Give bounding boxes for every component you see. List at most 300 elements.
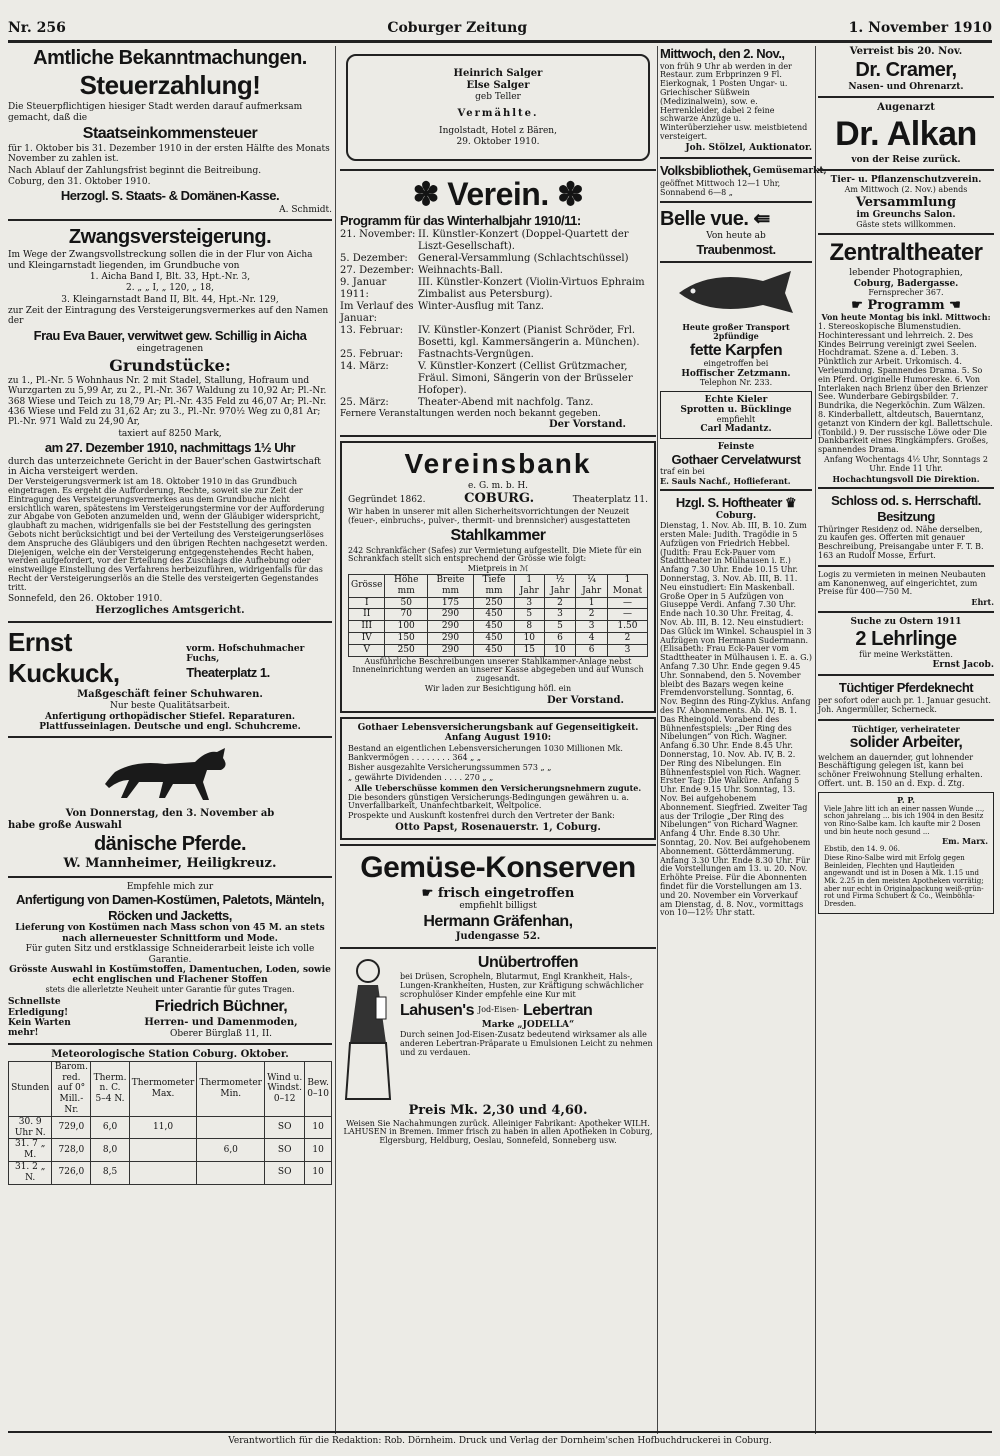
table-row	[349, 644, 648, 656]
auction-value: taxiert auf 8250 Mark,	[118, 428, 222, 439]
weather-cell: 10	[305, 1116, 332, 1139]
arbeiter-title: solider Arbeiter,	[849, 734, 963, 752]
program-date: 9. Januar 1911:	[340, 277, 387, 301]
weather-cell: 6,0	[91, 1116, 129, 1139]
bank-table-header: 1 Jahr	[514, 575, 544, 598]
bank-cell: 4	[576, 633, 608, 645]
vereinsbank-ad	[340, 441, 656, 712]
program-date: 25. März:	[340, 397, 389, 409]
bank-cell: 290	[427, 633, 473, 645]
alkan-name: Dr. Alkan	[835, 115, 977, 154]
weather-cell: 31. 7 „ M.	[9, 1139, 52, 1162]
kuckuck-ad	[8, 627, 332, 732]
auction-notice	[8, 225, 332, 617]
auction-court: Herzogliches Amtsgericht.	[95, 604, 245, 616]
kuckuck-address: Theaterplatz 1.	[186, 664, 270, 680]
bank-cell: 290	[427, 621, 473, 633]
zentral-sign: Hochachtungsvoll Die Direktion.	[832, 473, 980, 484]
weather-header: Bew. 0–10	[305, 1061, 332, 1116]
tierschutz-line: Versammlung	[855, 194, 957, 210]
bank-cell: 290	[427, 609, 473, 621]
bank-table-header: 1 Monat	[607, 575, 647, 598]
weather-header: Therm. n. C. 5–4 N.	[91, 1061, 129, 1116]
alkan-ad	[818, 102, 994, 165]
zentral-line: Fernsprecher 367.	[868, 287, 944, 297]
tax-body: für 1. Oktober bis 31. Dezember 1910 in der ersten Hälfte des Monats November zu zahlen ist.	[8, 144, 330, 165]
carp-title: fette Karpfen	[689, 341, 783, 359]
buechner-left: Kein Warten mehr!	[8, 1018, 71, 1039]
auction-place-date: Sonnefeld, den 26. Oktober 1910.	[8, 593, 163, 604]
program-date: 14. März:	[340, 361, 389, 373]
library-hours: geöffnet Mittwoch 12—1 Uhr, Sonnabend 6—8 „	[660, 178, 781, 197]
list-item	[340, 361, 656, 397]
gotha-line: Die besonders günstigen Versicherungs-Bedingungen gewähren u. a. Unverfallbarkeit, Unanfechtbarkeit, Weltpolice.	[348, 792, 629, 811]
program-event: General-Versammlung (Schlachtschüssel)	[418, 253, 629, 265]
bank-table-header: Höhe mm	[385, 575, 427, 598]
lahusen-marke: Marke „JODELLA“	[481, 1019, 575, 1030]
weather-cell: 729,0	[52, 1116, 91, 1139]
bank-cell: 290	[427, 644, 473, 656]
bellevue-ad	[660, 207, 812, 257]
bank-table-header: Tiefe mm	[474, 575, 515, 598]
column-3	[660, 46, 827, 1434]
buechner-line: Anfertigung von Damen-Kostümen, Paletots, Mänteln, Röcken und Jacketts,	[16, 892, 324, 923]
lahusen-brand: Lahusen's	[400, 1001, 474, 1019]
program-date: 5. Dezember:	[340, 253, 408, 265]
gemuese-name: Hermann Gräfenhan,	[423, 912, 573, 930]
divider	[340, 169, 656, 171]
auction-parcels-heading: Grundstücke:	[109, 355, 231, 375]
bank-cell: 6	[544, 633, 576, 645]
column-rule	[335, 46, 336, 1434]
divider	[660, 157, 812, 159]
bank-cell: 450	[474, 621, 515, 633]
lehrlinge-line: Suche zu Ostern 1911	[850, 616, 962, 627]
logis-body: Logis zu vermieten in meinen Neubauten am Kanonenweg, auf eingerichtet, zum Preise für 400—750 M.	[818, 569, 986, 597]
gotha-title: Gothaer Lebensversicherungsbank auf Gegenseitigkeit.	[357, 722, 639, 733]
horses-title: dänische Pferde.	[93, 833, 247, 856]
auction2-body: von früh 9 Uhr ab werden in der Restaur. zum Erbprinzen 9 Fl. Eierkognak, 1 Posten Ungar- u. Griechischer Süßwein (Medizinalwein), sow. e. Herrenkleider, dabei 2 feine schwarze Anzüge u. Winterüberzieher usw. meistbietend versteigert.	[660, 61, 808, 141]
divider	[660, 261, 812, 263]
bank-address: Theaterplatz 11.	[572, 495, 648, 506]
weather-report	[8, 1049, 332, 1185]
gotha-line: Bankvermögen . . . . . . . . 364 „ „	[348, 753, 482, 763]
divider	[818, 233, 994, 235]
wedding-married: Vermählte.	[457, 108, 539, 120]
weather-cell	[129, 1162, 197, 1185]
library-title: Volksbibliothek,	[660, 163, 751, 179]
bank-cell: 250	[385, 644, 427, 656]
tierschutz-line: im Greunchs Salon.	[856, 210, 956, 221]
lehrlinge-ad	[818, 617, 994, 670]
divider	[818, 611, 994, 613]
arrow-icon: ⇚	[753, 208, 770, 231]
tax-office: Herzogl. S. Staats- & Domänen-Kasse.	[60, 188, 280, 204]
verein-sign: Der Vorstand.	[548, 419, 626, 431]
weather-table	[8, 1061, 332, 1185]
alkan-line: Augenarzt	[877, 102, 935, 114]
page-footer: Verantwortlich für die Redaktion: Rob. Dörnheim. Druck und Verlag der Dornheim'schen Hofbuchdruckerei in Coburg.	[8, 1431, 992, 1454]
table-row	[9, 1162, 332, 1185]
divider	[8, 621, 332, 623]
gotha-line: Bisher ausgezahlte Versicherungssummen 573 „ „	[348, 763, 552, 773]
zentral-line: Von heute Montag bis inkl. Mittwoch:	[821, 312, 991, 323]
auction-registration: zur Zeit der Eintragung des Versteigerungsvermerkes auf den Namen der	[8, 306, 329, 327]
crown-icon: ♛	[785, 495, 797, 511]
carp-line: eingetroffen bei	[703, 359, 769, 369]
divider	[818, 674, 994, 676]
gemuese-line: frisch eingetroffen	[437, 885, 575, 901]
table-row	[349, 609, 648, 621]
bellevue-from: Von heute ab	[706, 231, 766, 242]
bank-table-header: ¼ Jahr	[576, 575, 608, 598]
lahusen-body3: Weisen Sie Nachahmungen zurück. Alleiniger Fabrikant: Apotheker WILH. LAHUSEN in Bremen. Immer frisch zu haben in allen Apotheken in Coburg, Elgersburg, Heldburg, Oeslau, Sonnefeld, Sonneberg usw.	[343, 1118, 653, 1146]
bank-table-header: ½ Jahr	[544, 575, 576, 598]
horses-ad	[8, 742, 332, 872]
official-notices	[8, 46, 332, 215]
pp-body2: Diese Rino-Salbe wird mit Erfolg gegen Beinleiden, Flechten und Hautleiden angewandt und ist in Dosen à Mk. 1.15 und Mk. 2.25 in den meisten Apotheken vorrätig; aber nur echt in Originalpackung weiß-grün-rot und Firma Schubert & Co., Weinböhla-Dresden.	[824, 853, 984, 908]
bank-vault: Stahlkammer	[450, 527, 546, 545]
program-event: V. Künstler-Konzert (Cellist Grützmacher, Fräul. Simoni, Sängerin von der Brüsseler Hofoper).	[418, 361, 633, 397]
zentral-title: Zentraltheater	[829, 239, 983, 267]
newspaper-title: Coburger Zeitung	[387, 20, 528, 36]
divider	[8, 219, 332, 221]
buechner-name: Friedrich Büchner,	[154, 998, 288, 1016]
kuckuck-line: Maßgeschäft feiner Schuhwaren.	[77, 689, 263, 701]
buechner-left: Schnellste Erledigung!	[8, 997, 69, 1018]
gotha-line: Bestand an eigentlichen Lebensversicherungen 1030 Millionen Mk.	[348, 743, 623, 753]
lahusen-body: bei Drüsen, Scropheln, Blutarmut, Engl Krankheit, Hals-, Lungen-Krankheiten, Husten, zur Kräftigung schwächlicher scrophulöser Kinder empfehle eine Kur mit	[400, 972, 644, 999]
pp-name: Em. Marx.	[942, 836, 988, 847]
auction-entry: 1. Aicha Band I, Blt. 33, Hpt.-Nr. 3,	[89, 272, 251, 283]
weather-header: Barom. red. auf 0° Mill.-Nr.	[52, 1061, 91, 1116]
lehrlinge-title: 2 Lehrlinge	[855, 628, 957, 651]
bellevue-item: Traubenmost.	[696, 241, 776, 257]
bank-visit: Wir laden zur Besichtigung höfl. ein	[424, 684, 572, 694]
horses-line: Von Donnerstag, den 3. November ab	[65, 808, 275, 820]
lahusen-ad	[340, 953, 656, 1103]
cervelat-line: traf ein bei	[660, 466, 705, 476]
bank-cell: 70	[385, 609, 427, 621]
buechner-intro: Empfehle mich zur	[126, 881, 214, 892]
bank-cell: 15	[514, 644, 544, 656]
divider	[8, 736, 332, 738]
verein-program-heading: Programm für das Winterhalbjahr 1910/11:	[340, 213, 581, 229]
program-event: IV. Künstler-Konzert (Pianist Schröder, Frl. Bosetti, kgl. Kammersängerin a. München).	[418, 325, 640, 349]
bank-cell: 450	[474, 609, 515, 621]
zentral-items: 1. Stereoskopische Blumenstudien. Hochinteressant und lehrreich. 2. Des Kindes Beirrung vereinigt zwei Seelen. Hochdramat. Szene a. d. Leben. 3. Pünktlich zur Arbeit. Urkomisch. 4. Verleumdung. Spannendes Drama. 5. So ein Pferd. Originelle Humoreske. 6. Von Interlaken nach Brienz über den Brienzer See. Wunderbare Gebirgsbilder. 7. Bundrika, die Negerköchin. Zum Wälzen. 8. Kinderballett, altdeutsch, Bauerntanz, getanzt von Kindern der kgl. Ballettschule. (Tonbild.) 9. Der russische Löwe oder Die Dankbarkeit eines Ringkämpfers. Großes, spannendes Drama.	[818, 322, 993, 455]
bank-table-header: Breite mm	[427, 575, 473, 598]
bank-rent: 242 Schrankfächer (Safes) zur Vermietung aufgestellt. Die Miete für ein Schrankfach stellt sich entsprechend der Grösse wie folgt:	[348, 545, 642, 564]
bank-intro: Wir haben in unserer mit allen Sicherheitsvorrichtungen der Neuzeit (feuer-, einbruchs-, pulver-, thermit- und brennsicher) ausgestatteten	[348, 506, 631, 525]
auction-location: durch das unterzeichnete Gericht in der Bauer'schen Gastwirtschaft in Aicha versteigert werden.	[8, 456, 321, 477]
buechner-line: Grösste Auswahl in Kostümstoffen, Damentuchen, Loden, sowie echt englischen und Flachener Stoffen	[9, 964, 331, 986]
bank-cell: 100	[385, 621, 427, 633]
bank-cell: 1	[576, 597, 608, 609]
pointing-hand-icon: ☚	[949, 297, 961, 313]
library-ad	[660, 163, 827, 197]
divider	[660, 201, 812, 203]
column-rule	[657, 46, 658, 1434]
weather-cell	[129, 1139, 197, 1162]
pferdeknecht-title: Tüchtiger Pferdeknecht	[838, 680, 974, 696]
weather-cell: 726,0	[52, 1162, 91, 1185]
list-item	[340, 277, 656, 301]
buechner-line: Für guten Sitz und erstklassige Schneiderarbeit leiste ich volle Garantie.	[25, 944, 315, 965]
program-event: II. Künstler-Konzert (Doppel-Quartett der Liszt-Gesellschaft).	[418, 229, 629, 253]
lahusen-price: Preis Mk. 2,30 und 4,60.	[408, 1103, 588, 1119]
bank-cell: 50	[385, 597, 427, 609]
kuckuck-name: Ernst Kuckuck,	[8, 626, 120, 689]
bank-cell: IV	[349, 633, 385, 645]
auction-body: Der Versteigerungsvermerk ist am 18. Oktober 1910 in das Grundbuch eingetragen. Es ergeht die Aufforderung, Rechte, soweit sie zur Zeit der Eintragung des Versteigerungsvermerkes aus dem Grundbuche nicht ersichtlich waren, spätestens im Versteigerungstermine vor der Aufforderung zur Abgabe von Geboten anzumelden und, wenn der Gläubiger widerspricht, glaubhaft zu machen, widrigenfalls sie bei der Feststellung des geringsten Gebots nicht berücksichtigt und bei der Verteilung des Versteigerungserlöses dem Anspruche des Gläubigers und den übrigen Rechten nachgesetzt werden. Diejenigen, welche ein der Versteigerung entgegenstehendes Recht haben, werden aufgefordert, vor der Erteilung des Zuschlags die Aufhebung oder einstweilige Einstellung des Verfahrens herbeizuführen, widrigenfalls für das Recht der Versteigerungserlös an die Stelle des versteigerten Gegenstandes tritt.	[8, 477, 328, 592]
gemuese-address: Judengasse 52.	[455, 931, 541, 943]
bank-cell: 3	[576, 621, 608, 633]
logis-name: Ehrt.	[971, 597, 994, 608]
bank-cell: —	[607, 609, 647, 621]
wedding-name: Else Salger	[466, 80, 530, 91]
tax-note: Nach Ablauf der Zahlungsfrist beginnt die Beitreibung.	[8, 165, 262, 176]
divider	[818, 719, 994, 721]
cramer-line: Nasen- und Ohrenarzt.	[848, 82, 964, 92]
bank-table-header: Grösse	[349, 575, 385, 598]
cervelat-line: Feinste	[717, 441, 755, 452]
schloss-title: Schloss od. s. Herrschaftl. Besitzung	[831, 493, 981, 524]
wedding-place: Ingolstadt, Hotel z Bären,	[439, 126, 557, 137]
page-header	[8, 16, 992, 43]
buechner-line: stets die allerletzte Neuheit unter Garantie für gutes Tragen.	[45, 984, 295, 994]
list-item	[340, 301, 656, 325]
weather-cell: 11,0	[129, 1116, 197, 1139]
theater-city: Coburg.	[715, 510, 757, 521]
bank-cell: 3	[607, 644, 647, 656]
table-row	[9, 1116, 332, 1139]
weather-cell: 8,5	[91, 1162, 129, 1185]
issue-number: Nr. 256	[8, 20, 66, 36]
carp-phone: Telephon Nr. 233.	[699, 378, 773, 388]
official-heading: Amtliche Bekanntmachungen.	[33, 47, 307, 69]
bank-cell: 2	[544, 597, 576, 609]
program-event: III. Künstler-Konzert (Violin-Virtuos Ephraim Zimbalist aus Petersburg).	[418, 277, 645, 301]
flower-ornament-icon: ✽	[557, 176, 584, 213]
schloss-body: Thüringer Residenz od. Nähe derselben, zu kaufen ges. Offerten mit genauer Beschreibung, Preisangabe unter F. T. B. 163 an Rudolf Mosse, Erfurt.	[818, 524, 984, 560]
list-item	[340, 349, 656, 361]
tierschutz-title: Tier- u. Pflanzenschutzverein.	[830, 175, 982, 186]
bank-cell: 175	[427, 597, 473, 609]
hoftheater-program	[660, 495, 812, 918]
weather-cell: 31. 2 „ N.	[9, 1162, 52, 1185]
gotha-line: Prospekte und Auskunft kostenfrei durch den Vertreter der Bank:	[348, 811, 615, 821]
bank-cell: II	[349, 609, 385, 621]
gotha-agent: Otto Papst, Rosenauerstr. 1, Coburg.	[395, 821, 601, 833]
bank-cell: 450	[474, 644, 515, 656]
program-event: Fastnachts-Vergnügen.	[418, 349, 534, 361]
cramer-name: Dr. Cramer,	[855, 59, 957, 81]
weather-cell: 10	[305, 1139, 332, 1162]
program-date: Im Verlauf des Januar:	[340, 301, 414, 325]
auction-owner: Frau Eva Bauer, verwitwet gew. Schillig in Aicha	[33, 327, 307, 343]
horse-illustration	[95, 742, 245, 804]
wedding-notice	[346, 54, 650, 161]
zentral-program: Programm	[867, 297, 945, 313]
table-row	[349, 633, 648, 645]
weather-header: Thermometer Max.	[129, 1061, 197, 1116]
auction-parcels: zu 1., Pl.-Nr. 5 Wohnhaus Nr. 2 mit Stadel, Stallung, Hofraum und Wurzgarten zu 5,99 Ar, zu 2., Pl.-Nr. 367 Waldung zu 10,92 Ar; Pl.-Nr. 368 Wiese und Teich zu 18,79 Ar; Pl.-Nr. 435 Feld zu 46,07 Ar; Pl.-Nr. 436 Wiese und Feld zu 31,62 Ar; zu 3., Pl.-Nr. 970½ Weg zu 0,81 Ar; Pl.-Nr. 971 Wald zu 24,90 Ar,	[8, 375, 327, 428]
kuckuck-line: Plattfusseinlagen. Deutsche und engl. Schuhcreme.	[39, 722, 301, 733]
arbeiter-ad	[818, 725, 994, 789]
buechner-ad	[8, 882, 332, 1039]
arbeiter-line: Tüchtiger, verheirateter	[852, 723, 960, 734]
logis-ad	[818, 571, 994, 607]
lehrlinge-line: für meine Werkstätten.	[859, 650, 953, 660]
tierschutz-ad	[818, 175, 994, 229]
program-event: Weihnachts-Ball.	[418, 265, 503, 277]
zentral-line: Coburg, Badergasse.	[853, 278, 959, 289]
auction2-sign: Joh. Stölzel, Auktionator.	[685, 142, 812, 153]
kuckuck-line: Anfertigung orthopädischer Stiefel. Reparaturen.	[44, 711, 296, 722]
bank-cell: 2	[576, 609, 608, 621]
gotha-since: Anfang August 1910:	[444, 733, 552, 744]
lehrlinge-name: Ernst Jacob.	[932, 660, 994, 671]
flower-ornament-icon: ✽	[412, 176, 439, 213]
sprotten-line: Echte Kieler	[704, 394, 768, 405]
lahusen-sub: Jod-Eisen-	[478, 1004, 519, 1014]
sprotten-line: Sprotten u. Bücklinge	[680, 405, 792, 416]
tax-name: Staatseinkommensteuer	[82, 124, 258, 142]
bank-cell: 1.50	[607, 621, 647, 633]
bank-cell: I	[349, 597, 385, 609]
divider	[818, 96, 994, 98]
list-item	[340, 397, 656, 409]
bank-outro: Ausführliche Beschreibungen unserer Stahlkammer-Anlage nebst Inneneinrichtung werden an unserer Kasse abgegeben und auf Wunsch zugesandt.	[352, 656, 644, 684]
weather-cell	[197, 1116, 265, 1139]
bank-sign: Der Vorstand.	[546, 694, 624, 706]
pferdeknecht-body: per sofort oder auch pr. 1. Januar gesucht. Joh. Angermüller, Scherneck.	[818, 696, 991, 714]
auction2-title: Mittwoch, den 2. Nov.,	[660, 46, 785, 61]
column-rule	[815, 46, 816, 1434]
gotha-line: „ gewährte Dividenden . . . . 270 „ „	[348, 772, 494, 782]
issue-date: 1. November 1910	[848, 20, 992, 36]
weather-cell: 8,0	[91, 1139, 129, 1162]
bank-title: Vereinsbank	[404, 448, 592, 480]
program-event: Theater-Abend mit nachfolg. Tanz.	[418, 397, 594, 409]
weather-cell: 10	[305, 1162, 332, 1185]
auction-entry: 3. Kleingarnstadt Band II, Blt. 44, Hpt.-Nr. 129,	[61, 294, 279, 305]
buechner-line: Lieferung von Kostümen nach Mass schon von 45 M. an stets nach allerneuester Schnittform und Mode.	[15, 923, 325, 944]
tierschutz-line: Gäste stets willkommen.	[856, 219, 956, 229]
buechner-trade: Herren- und Damenmoden,	[144, 1016, 298, 1028]
weather-cell: SO	[265, 1116, 305, 1139]
theater-schedule: Dienstag, 1. Nov. Ab. III, B. 10. Zum ersten Male: Judith. Tragödie in 5 Aufzügen von Friedrich Hebbel. (Judith: Frau Eck-Pauer vom Stadttheater in Mülhausen i. E.) Anfang 7.30 Uhr. Ende 10.15 Uhr. Donnerstag, 3. Nov. Ab. III, B. 11. Neu einstudiert: Ein Maskenball. Große Oper in 5 Aufzügen von Giuseppe Verdi. Anfang 7.30 Uhr. Ende nach 10.30 Uhr. Freitag, 4. Nov. Ab. III, B. 12. Neu einstudiert: Das Glück im Winkel. Schauspiel in 3 Aufzügen von Hermann Sudermann. (Elisabeth: Frau Eck-Pauer vom Stadttheater in Mülhausen i. E. a. G.) Anfang 7.30 Uhr. Ende gegen 9.45 Uhr. Sonnabend, den 5. November bleibt des Bazars wegen keine Fremdenvorstellung. Sonntag, 6. Nov. Beginn des Ring-Zyklus. Anfang des IV. Abonnements. Ab. IV, B. 1. Das Rheingold. Vorabend des Bühnenfestspiels: „Der Ring des Nibelungen“ von Rich. Wagner. Anfang 6.30 Uhr. Ende 8.45 Uhr. Donnerstag, 10. Nov. Ab. IV, B. 2. Der Ring des Nibelungen. Ein Bühnenfestspiel von Rich. Wagner. Erster Tag: Die Walküre. Anfang 5 Uhr. Ende 9.15 Uhr. Sonntag, 13. Nov. Bei aufgehobenem Abonnement. Siegfried. Zweiter Tag aus der Trilogie „Der Ring des Nibelungen“ von Richard Wagner. Anfang 4 Uhr. Ende 8.30 Uhr. Sonntag, 20. Nov. Bei aufgehobenem Abonnement. Götterdämmerung. Anfang 3.30 Uhr. Ende 8.30 Uhr. Für die Vorstellungen am 13. u. 20. Nov. Erhöhte Preise. Für die Abonnenten findet für die Vorstellungen am 13. und 20. November ein Vorverkauf am Dienstag, d. 8. Nov., vormittags von 10—12½ Uhr statt.	[660, 521, 812, 918]
bank-cell: V	[349, 644, 385, 656]
program-date: 21. November:	[340, 229, 416, 241]
bellevue-title: Belle vue.	[660, 208, 749, 231]
column-2	[340, 46, 656, 1434]
bank-cell: —	[607, 597, 647, 609]
bank-cell: 8	[514, 621, 544, 633]
tax-title: Steuerzahlung!	[79, 70, 261, 100]
kuckuck-line: Nur beste Qualitätsarbeit.	[110, 701, 230, 712]
program-date: 13. Februar:	[340, 325, 404, 337]
list-item	[340, 325, 656, 349]
gemuese-ad	[340, 850, 656, 943]
pointing-hand-icon: ☛	[851, 297, 863, 313]
tierschutz-line: Am Mittwoch (2. Nov.) abends	[844, 184, 968, 194]
lahusen-title: Unübertroffen	[477, 954, 579, 972]
gemuese-title: Gemüse-Konserven	[360, 850, 636, 884]
weather-cell: SO	[265, 1162, 305, 1185]
library-side: Gemüsemarkt,	[752, 165, 827, 176]
gemuese-line: empfiehlt billigst	[459, 901, 537, 912]
weather-cell: SO	[265, 1139, 305, 1162]
lahusen-body2: Durch seinen Jod-Eisen-Zusatz bedeutend wirksamer als alle anderen Lebertran-Präparate u Emulsionen Leicht zu nehmen und zu verdauen.	[400, 1030, 653, 1057]
program-date: 25. Februar:	[340, 349, 404, 361]
list-item	[340, 265, 656, 277]
verein-title: Verein.	[447, 176, 549, 213]
gotha-insurance-ad	[340, 717, 656, 840]
bank-cell: 5	[544, 621, 576, 633]
divider	[340, 947, 656, 949]
table-row	[349, 621, 648, 633]
sprotten-line: empfiehlt	[716, 414, 756, 424]
bank-cell: III	[349, 621, 385, 633]
zentral-times: Anfang Wochentags 4½ Uhr, Sonntags 2 Uhr. Ende 11 Uhr.	[823, 454, 988, 473]
verein-program	[340, 175, 656, 431]
sprotten-name: Carl Madantz.	[700, 424, 772, 435]
bank-cell: 6	[576, 644, 608, 656]
auction-registered: eingetragenen	[136, 344, 204, 355]
gotha-line: Alle Ueberschüsse kommen den Versicherungsnehmern zugute.	[354, 782, 642, 793]
cervelat-ad	[660, 442, 812, 486]
divider	[660, 489, 812, 491]
auction2-ad	[660, 46, 812, 153]
zentraltheater-ad	[818, 239, 994, 483]
bank-cell: 450	[474, 633, 515, 645]
bank-cell: 250	[474, 597, 515, 609]
auction-entry: 2. „ „ I, „ 120, „ 18,	[125, 283, 215, 294]
program-date: 27. Dezember:	[340, 265, 415, 277]
table-row	[349, 597, 648, 609]
cervelat-title: Gothaer Cervelatwurst	[671, 452, 801, 468]
tax-place-date: Coburg, den 31. Oktober 1910.	[8, 177, 151, 188]
bank-cell: 10	[514, 633, 544, 645]
list-item	[340, 229, 656, 253]
wedding-nee: geb Teller	[475, 92, 521, 102]
divider	[340, 844, 656, 846]
column-1	[8, 46, 332, 1434]
weather-cell	[197, 1162, 265, 1185]
carp-ad	[660, 267, 812, 388]
rino-salbe-ad	[818, 792, 994, 914]
pp-body: Viele Jahre litt ich an einer nassen Wunde ..., schon jahrelang ... bis ich 1904 in den Besitz von Rino-Salbe kam. Ich kaufte mir 2 Dosen und bin heute noch gesund ...	[824, 804, 985, 836]
cervelat-shop: E. Sauls Nachf., Hoflieferant.	[660, 475, 791, 486]
lahusen-product: Lebertran	[522, 1001, 593, 1019]
bank-cell: 5	[514, 609, 544, 621]
bank-cell: 3	[544, 609, 576, 621]
wedding-name: Heinrich Salger	[453, 68, 543, 79]
carp-line: 2pfündige	[713, 331, 759, 342]
tax-sign: A. Schmidt.	[279, 205, 332, 216]
bank-cell: 150	[385, 633, 427, 645]
kuckuck-formerly: vorm. Hofschuhmacher Fuchs,	[186, 643, 305, 665]
divider	[8, 876, 332, 878]
bank-city: COBURG.	[464, 491, 535, 507]
weather-cell: 30. 9 Uhr N.	[9, 1116, 52, 1139]
bank-cell: 10	[544, 644, 576, 656]
table-row	[9, 1139, 332, 1162]
weather-header: Thermometer Min.	[197, 1061, 265, 1116]
auction-date: am 27. Dezember 1910, nachmittags 1½ Uhr	[44, 439, 296, 455]
